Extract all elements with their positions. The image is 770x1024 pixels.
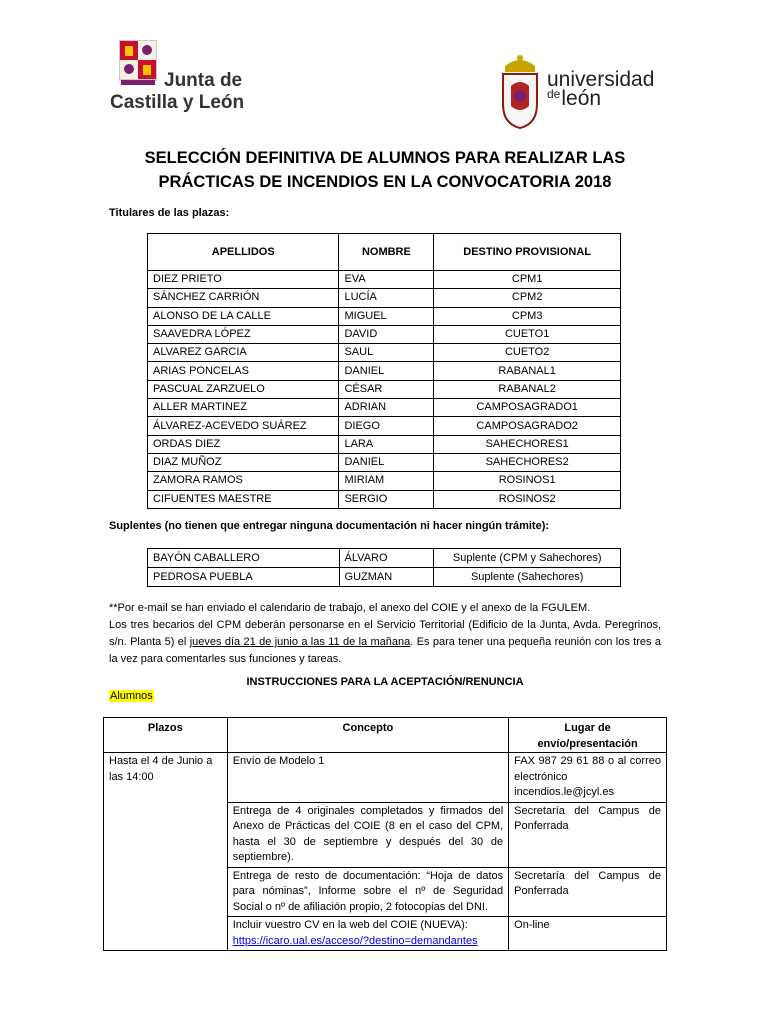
cell-apellidos: CIFUENTES MAESTRE	[148, 490, 339, 508]
cell-destino: RABANAL1	[434, 362, 621, 380]
cell-destino: CPM1	[434, 271, 621, 289]
cell-apellidos: ALVAREZ GARCIA	[148, 344, 339, 362]
suplentes-label: Suplentes (no tienen que entregar ninguna documentación ni hacer ningún trámite):	[109, 520, 550, 532]
cv-instruction-text: Incluir vuestro CV en la web del COIE (NUEVA):	[232, 919, 468, 931]
cell-nombre: LARA	[339, 435, 434, 453]
table-row	[148, 380, 621, 398]
cell-lugar: On-line	[509, 917, 667, 951]
cell-nombre: MIGUEL	[339, 307, 434, 325]
cell-nombre: SAUL	[339, 344, 434, 362]
cell-nombre: CÉSAR	[339, 380, 434, 398]
table-row	[148, 435, 621, 453]
table-row	[104, 753, 667, 803]
cell-nombre: GUZMAN	[339, 568, 434, 587]
table-row	[148, 568, 621, 587]
table-row	[148, 472, 621, 490]
cell-apellidos: DIEZ PRIETO	[148, 271, 339, 289]
cell-destino: CPM2	[434, 289, 621, 307]
header-apellidos: APELLIDOS	[148, 234, 339, 271]
cell-nombre: DIEGO	[339, 417, 434, 435]
cell-apellidos: PASCUAL ZARZUELO	[148, 380, 339, 398]
titulares-label: Titulares de las plazas:	[109, 207, 230, 219]
cell-apellidos: ARIAS PONCELAS	[148, 362, 339, 380]
header-plazos: Plazos	[104, 718, 228, 753]
cell-destino: RABANAL2	[434, 380, 621, 398]
cell-nombre: MIRIAM	[339, 472, 434, 490]
cell-apellidos: SAAVEDRA LÓPEZ	[148, 325, 339, 343]
note-text-b: . Es para tener una pequeña reunión con los tres a la vez para comentarles sus funciones y tareas.	[109, 636, 661, 665]
cell-concepto: Envío de Modelo 1	[227, 753, 508, 803]
junta-castilla-leon-logo	[106, 40, 266, 120]
cell-nombre: LUCÍA	[339, 289, 434, 307]
suplentes-table	[147, 548, 621, 587]
cell-apellidos: ALONSO DE LA CALLE	[148, 307, 339, 325]
table-row	[148, 490, 621, 508]
cell-destino: CAMPOSAGRADO1	[434, 399, 621, 417]
coie-cv-link[interactable]: https://icaro.ual.es/acceso/?destino=demandantes	[232, 934, 478, 947]
note-line-1: **Por e-mail se han enviado el calendario de trabajo, el anexo del COIE y el anexo de la FGULEM.	[109, 602, 591, 614]
cell-apellidos: ALLER MARTINEZ	[148, 399, 339, 417]
cell-destino: ROSINOS1	[434, 472, 621, 490]
cell-apellidos: ZAMORA RAMOS	[148, 472, 339, 490]
table-row	[148, 289, 621, 307]
cell-concepto: Entrega de resto de documentación: “Hoja de datos para nóminas”, Informe sobre el nº de Seguridad Social o nº de afiliación propio, 2 fotocopias del DNI.	[227, 867, 508, 917]
table-row	[148, 325, 621, 343]
cell-destino: CUETO2	[434, 344, 621, 362]
castilla-leon-shield-icon	[119, 40, 157, 86]
cell-destino: Suplente (Sahechores)	[434, 568, 621, 587]
cell-apellidos: DIAZ MUÑOZ	[148, 453, 339, 471]
instructions-table	[103, 717, 667, 951]
cell-nombre: DAVID	[339, 325, 434, 343]
header-destino: DESTINO PROVISIONAL	[434, 234, 621, 271]
cell-destino: CAMPOSAGRADO2	[434, 417, 621, 435]
cell-destino: SAHECHORES1	[434, 435, 621, 453]
cell-concepto	[227, 917, 508, 951]
universidad-shield-icon	[495, 52, 545, 130]
header-lugar: Lugar de envío/presentación	[509, 718, 667, 753]
logo-text-leon-word: león	[561, 87, 602, 110]
cell-plazo: Hasta el 4 de Junio a las 14:00	[104, 753, 228, 951]
note-text-a: Los tres becarios del CPM deberán personarse en el Servicio Territorial (Edificio de la Junta, Avda. Peregrinos, s/n. Planta 5) el	[109, 619, 661, 648]
cell-destino: CPM3	[434, 307, 621, 325]
table-row	[148, 307, 621, 325]
titulares-table	[147, 233, 621, 509]
table-row	[148, 344, 621, 362]
cell-destino: SAHECHORES2	[434, 453, 621, 471]
cell-concepto: Entrega de 4 originales completados y firmados del Anexo de Prácticas del COIE (8 en el caso del CPM, hasta el 30 de septiembre y después del 30 de septiembre).	[227, 802, 508, 867]
cell-destino: CUETO1	[434, 325, 621, 343]
cell-nombre: ÁLVARO	[339, 549, 434, 568]
cell-lugar: FAX 987 29 61 88 o al correo electrónico incendios.le@jcyl.es	[509, 753, 667, 803]
cell-lugar: Secretaría del Campus de Ponferrada	[509, 802, 667, 867]
title-line-2: PRÁCTICAS DE INCENDIOS EN LA CONVOCATORIA 2018	[158, 173, 612, 191]
cell-apellidos: ÁLVAREZ-ACEVEDO SUÁREZ	[148, 417, 339, 435]
table-row	[148, 362, 621, 380]
cell-nombre: DANIEL	[339, 453, 434, 471]
logo-text-castilla: Castilla y León	[110, 92, 245, 113]
logo-text-junta: Junta de	[164, 70, 243, 91]
alumnos-label: Alumnos	[110, 690, 153, 702]
cell-apellidos: ORDAS DIEZ	[148, 435, 339, 453]
cell-destino: Suplente (CPM y Sahechores)	[434, 549, 621, 568]
logo-text-universidad: universidad	[547, 68, 655, 91]
table-row	[148, 399, 621, 417]
table-row	[148, 417, 621, 435]
universidad-leon-logo	[495, 52, 675, 132]
table-row	[148, 271, 621, 289]
cell-destino: ROSINOS2	[434, 490, 621, 508]
table-row	[148, 549, 621, 568]
cell-apellidos: BAYÓN CABALLERO	[148, 549, 340, 568]
cell-nombre: SERGIO	[339, 490, 434, 508]
cell-lugar: Secretaría del Campus de Ponferrada	[509, 867, 667, 917]
note-body	[109, 617, 661, 668]
cell-nombre: ADRIAN	[339, 399, 434, 417]
instructions-heading: INSTRUCCIONES PARA LA ACEPTACIÓN/RENUNCIA	[246, 676, 524, 688]
cell-nombre: EVA	[339, 271, 434, 289]
table-header-row	[148, 234, 621, 271]
cell-apellidos: SÁNCHEZ CARRIÓN	[148, 289, 339, 307]
document-title	[80, 146, 690, 194]
logo-text-leon	[547, 87, 601, 111]
table-row	[148, 453, 621, 471]
table-header-row	[104, 718, 667, 753]
note-meeting-date: jueves día 21 de junio a las 11 de la mañana	[189, 636, 411, 648]
header-nombre: NOMBRE	[339, 234, 434, 271]
header-concepto: Concepto	[227, 718, 508, 753]
cell-nombre: DANIEL	[339, 362, 434, 380]
cell-apellidos: PEDROSA PUEBLA	[148, 568, 340, 587]
logo-text-de: de	[547, 87, 561, 101]
title-line-1: SELECCIÓN DEFINITIVA DE ALUMNOS PARA REALIZAR LAS	[144, 149, 626, 167]
note-paragraph	[109, 600, 661, 668]
